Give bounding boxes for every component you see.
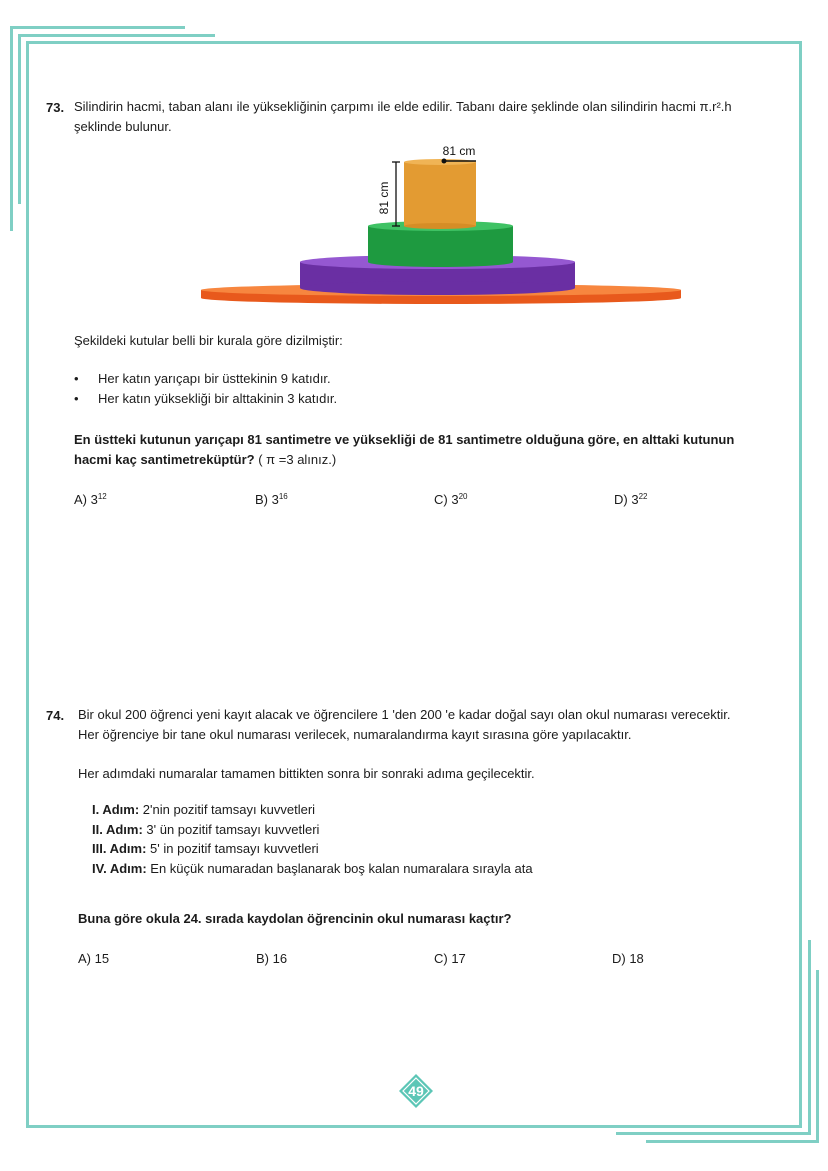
- bullet-dot: •: [74, 371, 79, 386]
- question-74-option-d[interactable]: D) 18: [612, 951, 644, 966]
- radius-label: 81 cm: [442, 144, 476, 158]
- question-74-step-1: [92, 802, 315, 817]
- step-label: IV. Adım:: [92, 861, 147, 876]
- option-label: A) 3: [74, 492, 98, 507]
- frame-top-main: [26, 41, 802, 44]
- question-74-step-4: [92, 861, 533, 876]
- step-text: 3' ün pozitif tamsayı kuvvetleri: [142, 822, 320, 837]
- question-73-prompt-line2: [74, 449, 336, 470]
- question-74-option-a[interactable]: A) 15: [78, 951, 110, 966]
- cylinder-top: [404, 159, 476, 229]
- frame-top-mid: [18, 34, 215, 37]
- question-74-prompt: Buna göre okula 24. sırada kaydolan öğrencinin okul numarası kaçtır?: [78, 911, 512, 926]
- height-label: 81 cm: [377, 181, 391, 215]
- page-number-badge: [399, 1074, 433, 1108]
- frame-bottom-main: [26, 1125, 802, 1128]
- question-73-pi-note: ( π =3 alınız.): [254, 452, 337, 467]
- frame-bottom-outer: [646, 1140, 819, 1143]
- frame-right-mid: [808, 940, 811, 1133]
- question-73-prompt-text: hacmi kaç santimetreküptür?: [74, 452, 255, 467]
- question-74-step-3: [92, 841, 319, 856]
- question-74-number: 74.: [46, 708, 65, 723]
- page-number: 49: [408, 1083, 424, 1099]
- option-label: C) 3: [434, 492, 459, 507]
- height-marker: [392, 162, 400, 226]
- question-73-option-b[interactable]: [255, 492, 288, 507]
- frame-left-outer: [10, 26, 13, 231]
- frame-right-outer: [816, 970, 819, 1142]
- question-74-intro-line2: Her öğrenciye bir tane okul numarası verilecek, numaralandırma kayıt sırasına göre yapılacaktır.: [78, 727, 632, 742]
- question-74-step-intro: Her adımdaki numaralar tamamen bittikten sonra bir sonraki adıma geçilecektir.: [78, 766, 535, 781]
- question-74-option-b[interactable]: B) 16: [256, 951, 288, 966]
- option-exponent: 22: [638, 492, 648, 501]
- option-label: B) 3: [255, 492, 279, 507]
- question-73-rule-intro: Şekildeki kutular belli bir kurala göre dizilmiştir:: [74, 333, 343, 348]
- question-73-option-a[interactable]: [74, 492, 107, 507]
- frame-bottom-mid: [616, 1132, 811, 1135]
- frame-left-mid: [18, 34, 21, 204]
- bullet-text: Her katın yarıçapı bir üsttekinin 9 katıdır.: [98, 371, 331, 386]
- question-73-option-d[interactable]: [614, 492, 647, 507]
- option-exponent: 20: [458, 492, 468, 501]
- option-label: D) 3: [614, 492, 639, 507]
- step-text: 5' in pozitif tamsayı kuvvetleri: [146, 841, 319, 856]
- bullet-dot: •: [74, 391, 79, 406]
- question-73-option-c[interactable]: [434, 492, 467, 507]
- stacked-cylinders-figure: [195, 140, 695, 315]
- question-73-intro-line2: şeklinde bulunur.: [74, 119, 172, 134]
- frame-left-main: [26, 41, 29, 1128]
- stacked-cylinders-svg: [195, 140, 695, 310]
- step-label: I. Adım:: [92, 802, 140, 817]
- frame-top-outer: [10, 26, 185, 29]
- step-label: II. Adım:: [92, 822, 143, 837]
- step-label: III. Adım:: [92, 841, 147, 856]
- question-74-intro-line1: Bir okul 200 öğrenci yeni kayıt alacak ve öğrencilere 1 'den 200 'e kadar doğal sayı olan okul numarası verecektir.: [78, 707, 731, 722]
- question-74-step-2: [92, 822, 319, 837]
- option-exponent: 12: [97, 492, 107, 501]
- question-73-bullet-1: [74, 371, 331, 386]
- question-73-prompt-line1: En üstteki kutunun yarıçapı 81 santimetre ve yüksekliği de 81 santimetre olduğuna göre, en alttaki kutunun: [74, 432, 735, 447]
- question-73-bullet-2: [74, 391, 337, 406]
- step-text: En küçük numaradan başlanarak boş kalan numaralara sırayla ata: [146, 861, 533, 876]
- question-73-number: 73.: [46, 100, 65, 115]
- question-74-option-c[interactable]: C) 17: [434, 951, 466, 966]
- bullet-text: Her katın yüksekliği bir alttakinin 3 katıdır.: [98, 391, 338, 406]
- option-exponent: 16: [278, 492, 288, 501]
- frame-right-main: [799, 41, 802, 1128]
- question-73-intro-line1: Silindirin hacmi, taban alanı ile yüksekliğinin çarpımı ile elde edilir. Tabanı daire şeklinde olan silindirin hacmi π.r².h: [74, 99, 732, 114]
- step-text: 2'nin pozitif tamsayı kuvvetleri: [139, 802, 316, 817]
